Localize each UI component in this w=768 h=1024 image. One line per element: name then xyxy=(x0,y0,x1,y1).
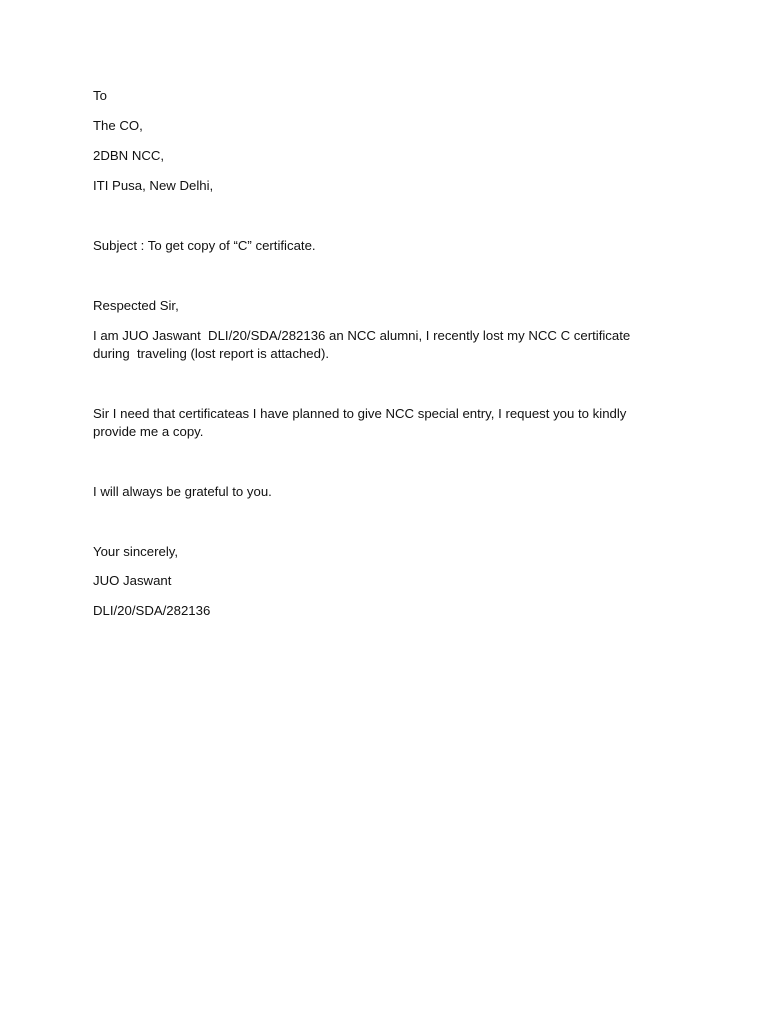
letter-closing: Your sincerely, xyxy=(93,544,179,559)
letter-salutation: Respected Sir, xyxy=(93,298,179,313)
body-paragraph-1-line-2: during traveling (lost report is attached). xyxy=(93,346,330,361)
body-paragraph-1-line-1: I am JUO Jaswant DLI/20/SDA/282136 an NCC alumni, I recently lost my NCC C certificate xyxy=(93,328,631,343)
address-recipient: The CO, xyxy=(93,118,143,133)
body-paragraph-1 xyxy=(93,327,683,363)
address-unit: 2DBN NCC, xyxy=(93,148,165,163)
address-to: To xyxy=(93,88,107,103)
signature-id: DLI/20/SDA/282136 xyxy=(93,603,211,618)
body-paragraph-3: I will always be grateful to you. xyxy=(93,484,272,499)
letter-subject: Subject : To get copy of “C” certificate. xyxy=(93,238,316,253)
address-location: ITI Pusa, New Delhi, xyxy=(93,178,214,193)
body-paragraph-2-line-1: Sir I need that certificateas I have planned to give NCC special entry, I request you to kindly xyxy=(93,406,627,421)
body-paragraph-2-line-2: provide me a copy. xyxy=(93,424,204,439)
signature-name: JUO Jaswant xyxy=(93,573,172,588)
body-paragraph-2 xyxy=(93,405,683,441)
